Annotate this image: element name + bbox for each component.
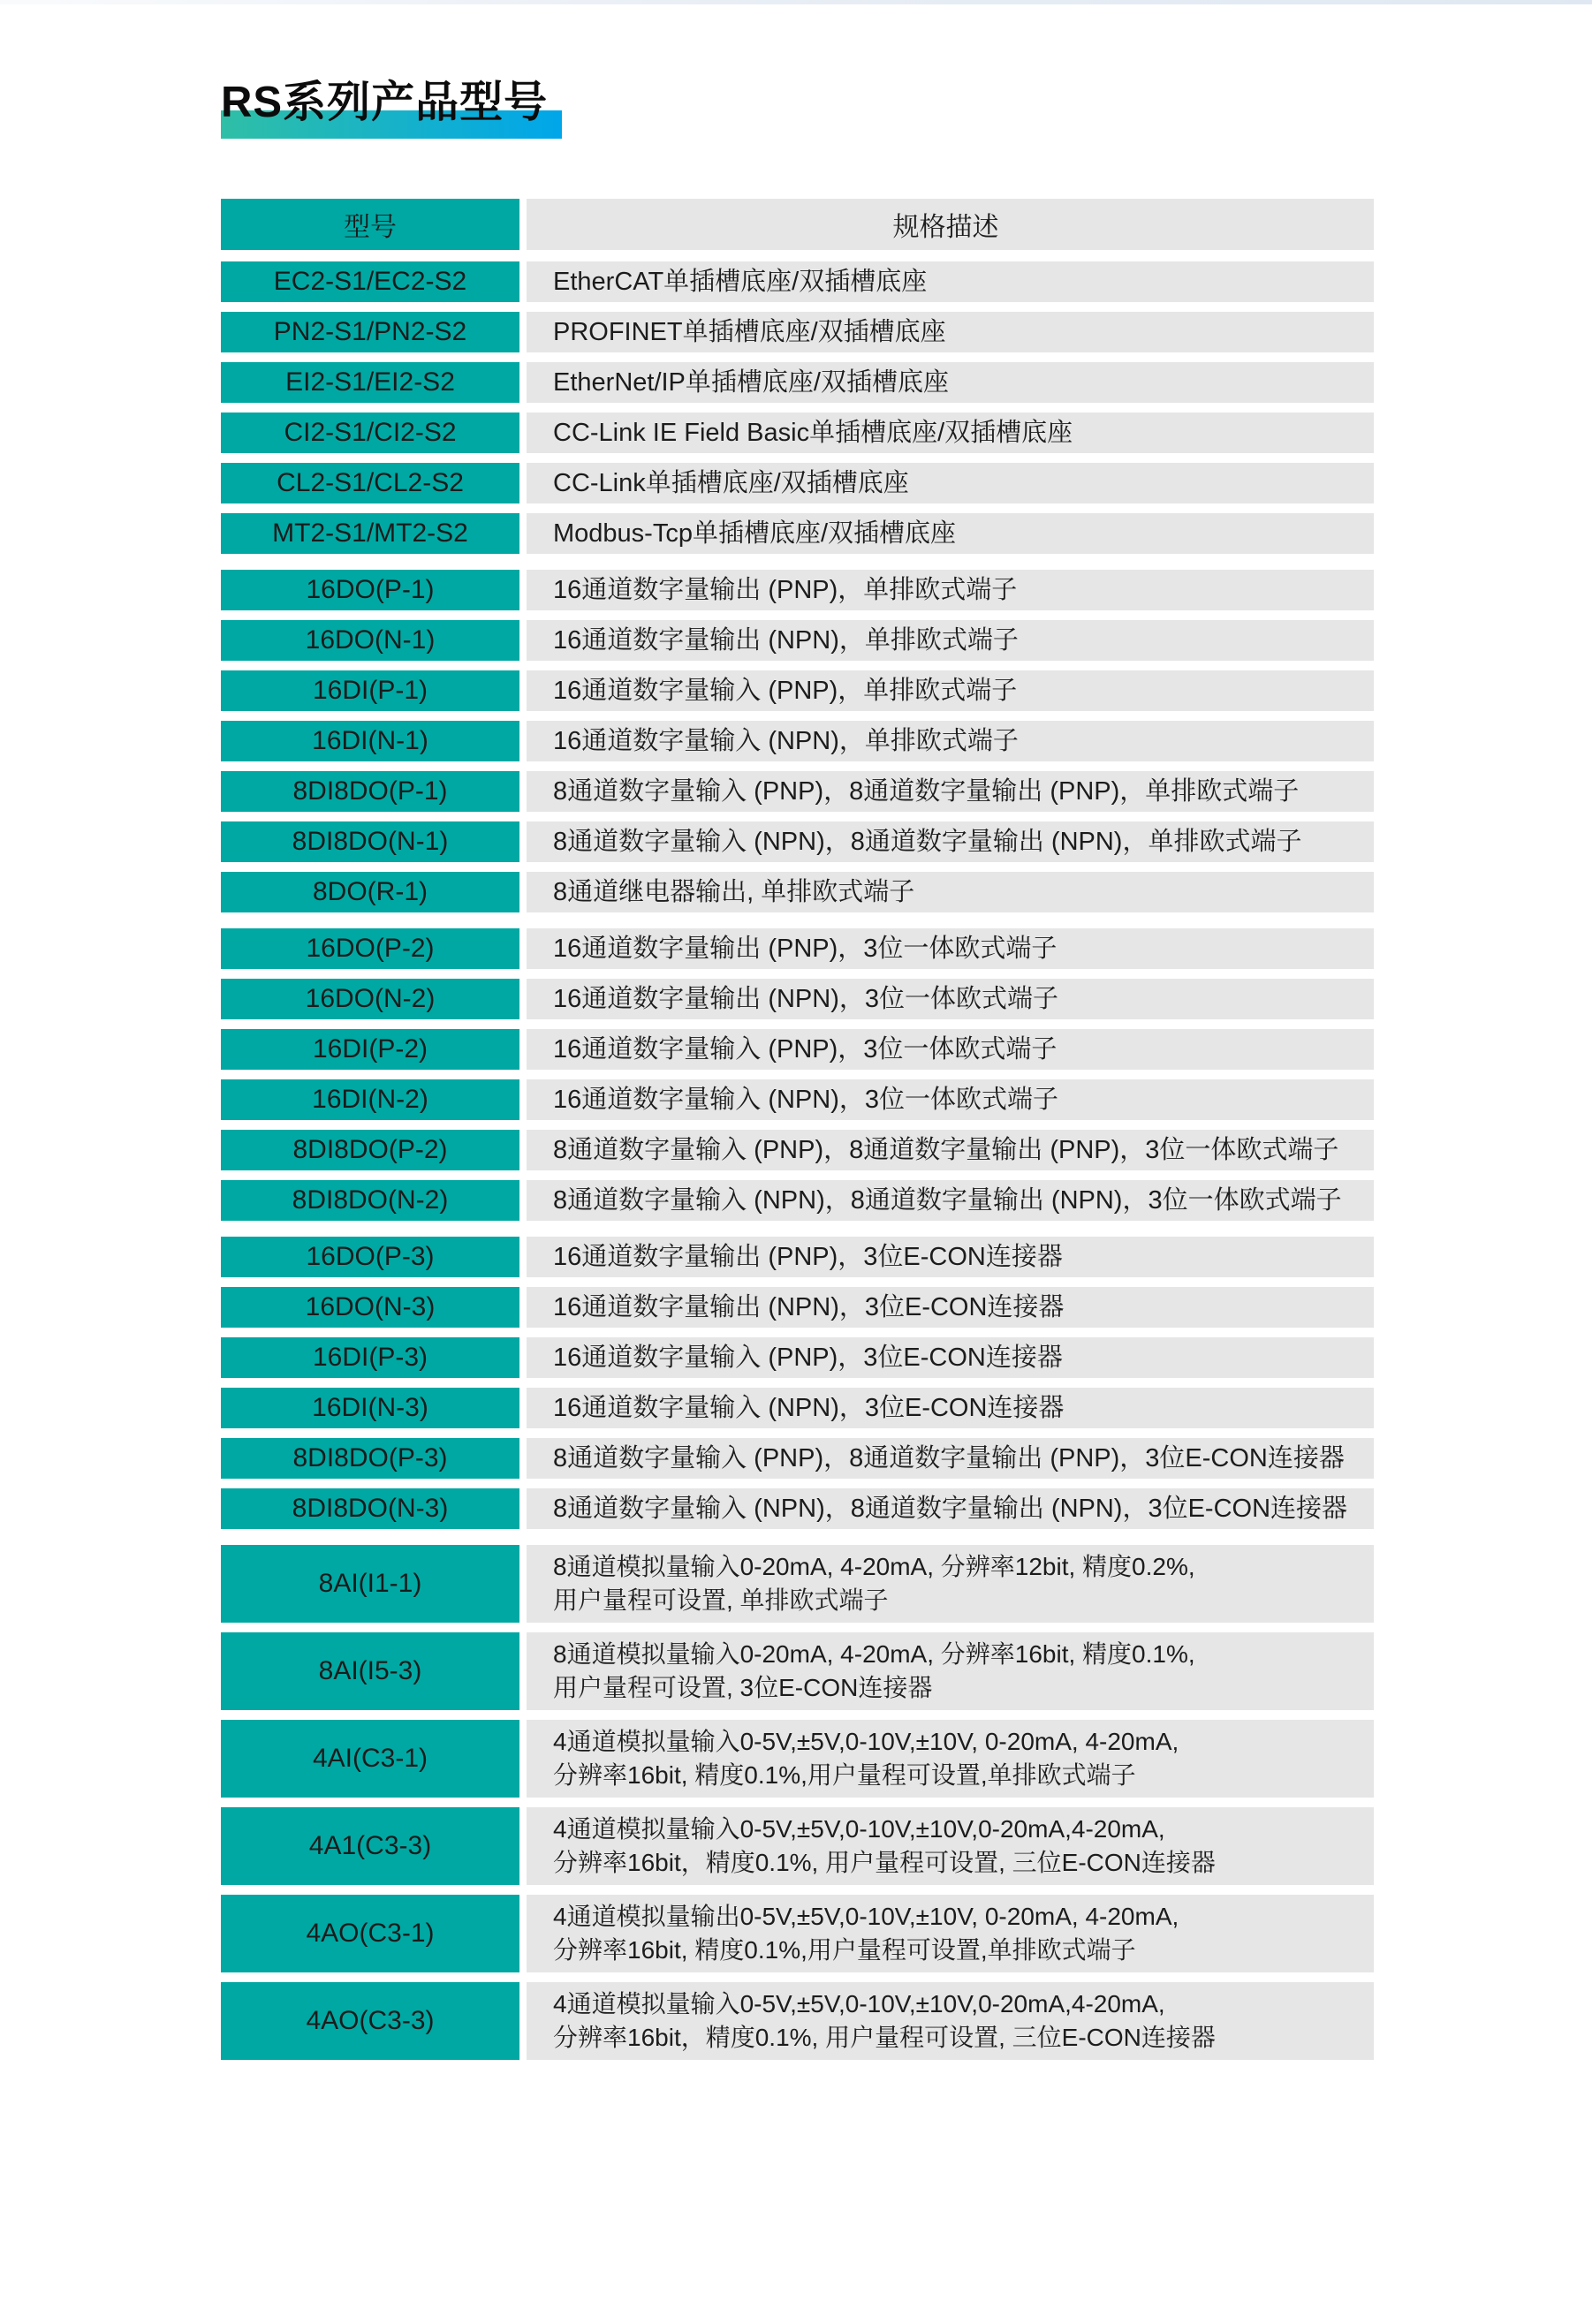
spec-text: 16通道数字量输入 (NPN)，3位E-CON连接器 [553,1394,1065,1422]
model-cell: 16DI(N-1) [221,721,519,761]
model-cell: 4AO(C3-3) [221,1982,519,2060]
header-spec-cell: 规格描述 [527,199,1374,250]
spec-cell [527,1388,1374,1428]
model-cell: CL2-S1/CL2-S2 [221,463,519,503]
model-cell: 16DO(N-2) [221,979,519,1019]
spec-text: CC-Link IE Field Basic单插槽底座/双插槽底座 [553,419,1073,447]
model-cell: 4AO(C3-1) [221,1895,519,1972]
spec-text: 16通道数字量输入 (NPN)，单排欧式端子 [553,727,1019,755]
model-cell: 8AI(I5-3) [221,1632,519,1710]
spec-cell [527,1720,1374,1798]
spec-cell [527,620,1374,661]
spec-text: 4通道模拟量输出0-5V,±5V,0-10V,±10V, 0-20mA, 4-20mA, 分辨率16bit, 精度0.1%,用户量程可设置,单排欧式端子 [553,1903,1179,1964]
table-row [221,1545,1374,1623]
table-row [221,1237,1374,1277]
table-group-3 [221,928,1374,1221]
table-row [221,620,1374,661]
table-row [221,821,1374,862]
spec-cell [527,721,1374,761]
model-cell: 16DO(P-3) [221,1237,519,1277]
spec-cell [527,312,1374,352]
spec-cell [527,1488,1374,1529]
spec-cell [527,1130,1374,1170]
spec-cell [527,1237,1374,1277]
model-cell: 16DO(P-1) [221,570,519,610]
model-cell: 4A1(C3-3) [221,1807,519,1885]
spec-text: 16通道数字量输入 (PNP)，单排欧式端子 [553,677,1018,705]
table-row [221,1807,1374,1885]
table-row [221,1029,1374,1070]
model-cell: 8DO(R-1) [221,872,519,912]
spec-cell [527,1029,1374,1070]
table-row [221,463,1374,503]
table-row [221,1337,1374,1378]
model-cell: 8DI8DO(N-1) [221,821,519,862]
table-row [221,1632,1374,1710]
table-row [221,1130,1374,1170]
spec-cell [527,1287,1374,1328]
top-edge-strip [0,0,1592,4]
model-cell: 16DI(N-2) [221,1079,519,1120]
spec-text: 8通道数字量输入 (NPN)，8通道数字量输出 (NPN)，3位一体欧式端子 [553,1186,1342,1215]
table-group-2 [221,570,1374,912]
table-group-5 [221,1545,1374,2060]
table-row [221,1287,1374,1328]
spec-cell [527,670,1374,711]
spec-text: 16通道数字量输入 (PNP)，3位E-CON连接器 [553,1344,1063,1372]
model-cell: 8AI(I1-1) [221,1545,519,1623]
model-cell: 4AI(C3-1) [221,1720,519,1798]
model-cell: CI2-S1/CI2-S2 [221,413,519,453]
table-row [221,362,1374,403]
spec-text: PROFINET单插槽底座/双插槽底座 [553,318,946,346]
table-row [221,1720,1374,1798]
spec-text: 4通道模拟量输入0-5V,±5V,0-10V,±10V, 0-20mA, 4-20mA, 分辨率16bit, 精度0.1%,用户量程可设置,单排欧式端子 [553,1728,1179,1789]
table-row [221,570,1374,610]
table-row [221,721,1374,761]
model-cell: MT2-S1/MT2-S2 [221,513,519,554]
spec-cell [527,1632,1374,1710]
spec-cell [527,1982,1374,2060]
spec-cell [527,1079,1374,1120]
table-row [221,670,1374,711]
table-row [221,312,1374,352]
model-cell: EC2-S1/EC2-S2 [221,261,519,302]
model-cell: 8DI8DO(N-3) [221,1488,519,1529]
spec-cell [527,362,1374,403]
table-row [221,872,1374,912]
spec-cell [527,1895,1374,1972]
spec-text: 8通道数字量输入 (PNP)，8通道数字量输出 (PNP)，3位一体欧式端子 [553,1136,1339,1164]
model-cell: 16DI(P-3) [221,1337,519,1378]
table-group-1 [221,261,1374,554]
spec-text: EtherCAT单插槽底座/双插槽底座 [553,268,928,296]
table-row [221,928,1374,969]
model-cell: 8DI8DO(P-2) [221,1130,519,1170]
spec-text: 8通道模拟量输入0-20mA, 4-20mA, 分辨率16bit, 精度0.1%, 用户量程可设置, 3位E-CON连接器 [553,1640,1195,1701]
spec-text: 8通道继电器输出, 单排欧式端子 [553,878,915,906]
spec-text: EtherNet/IP单插槽底座/双插槽底座 [553,368,949,397]
table-row [221,979,1374,1019]
page-title: RS系列产品型号 [221,79,549,126]
spec-text: Modbus-Tcp单插槽底座/双插槽底座 [553,519,957,548]
spec-text: 8通道模拟量输入0-20mA, 4-20mA, 分辨率12bit, 精度0.2%, 用户量程可设置, 单排欧式端子 [553,1553,1195,1614]
spec-text: 8通道数字量输入 (PNP)，8通道数字量输出 (PNP)，单排欧式端子 [553,777,1300,806]
model-cell: 8DI8DO(N-2) [221,1180,519,1221]
spec-text: 4通道模拟量输入0-5V,±5V,0-10V,±10V,0-20mA,4-20mA, 分辨率16bit，精度0.1%, 用户量程可设置, 三位E-CON连接器 [553,1815,1216,1876]
spec-text: 16通道数字量输出 (PNP)，单排欧式端子 [553,576,1018,604]
model-cell: 16DI(P-2) [221,1029,519,1070]
spec-cell [527,1807,1374,1885]
model-cell: 16DO(P-2) [221,928,519,969]
model-cell: 8DI8DO(P-1) [221,771,519,812]
spec-text: 16通道数字量输入 (PNP)，3位一体欧式端子 [553,1035,1058,1064]
spec-cell [527,928,1374,969]
model-cell: 16DO(N-3) [221,1287,519,1328]
table-header-row [221,199,1374,250]
model-cell: 16DI(N-3) [221,1388,519,1428]
spec-cell [527,261,1374,302]
spec-cell [527,872,1374,912]
spec-cell [527,513,1374,554]
spec-text: 16通道数字量输出 (PNP)，3位E-CON连接器 [553,1243,1063,1271]
spec-text: 16通道数字量输出 (NPN)，3位E-CON连接器 [553,1293,1065,1321]
spec-text: 16通道数字量输出 (NPN)，单排欧式端子 [553,626,1019,655]
header-model-cell: 型号 [221,199,519,250]
spec-text: CC-Link单插槽底座/双插槽底座 [553,469,909,497]
spec-text: 16通道数字量输出 (PNP)，3位一体欧式端子 [553,935,1058,963]
spec-cell [527,979,1374,1019]
spec-cell [527,1337,1374,1378]
spec-cell [527,1438,1374,1479]
table-row [221,1488,1374,1529]
table-row [221,1388,1374,1428]
model-cell: 16DO(N-1) [221,620,519,661]
table-row [221,513,1374,554]
spec-cell [527,413,1374,453]
table-row [221,1895,1374,1972]
table-row [221,1180,1374,1221]
spec-cell [527,821,1374,862]
model-cell: 8DI8DO(P-3) [221,1438,519,1479]
spec-text: 8通道数字量输入 (NPN)，8通道数字量输出 (NPN)，3位E-CON连接器 [553,1495,1348,1523]
table-row [221,1079,1374,1120]
spec-cell [527,1545,1374,1623]
spec-cell [527,1180,1374,1221]
spec-cell [527,570,1374,610]
spec-text: 16通道数字量输出 (NPN)，3位一体欧式端子 [553,985,1058,1013]
spec-cell [527,771,1374,812]
model-cell: PN2-S1/PN2-S2 [221,312,519,352]
table-row [221,413,1374,453]
model-cell: EI2-S1/EI2-S2 [221,362,519,403]
table-group-4 [221,1237,1374,1529]
table-body [221,261,1374,2060]
table-row [221,771,1374,812]
spec-text: 8通道数字量输入 (NPN)，8通道数字量输出 (NPN)，单排欧式端子 [553,828,1302,856]
spec-cell [527,463,1374,503]
product-model-table [221,199,1374,2070]
model-cell: 16DI(P-1) [221,670,519,711]
table-row [221,261,1374,302]
spec-text: 16通道数字量输入 (NPN)，3位一体欧式端子 [553,1086,1058,1114]
spec-text: 8通道数字量输入 (PNP)，8通道数字量输出 (PNP)，3位E-CON连接器 [553,1444,1345,1472]
table-row [221,1982,1374,2060]
table-row [221,1438,1374,1479]
spec-text: 4通道模拟量输入0-5V,±5V,0-10V,±10V,0-20mA,4-20mA, 分辨率16bit，精度0.1%, 用户量程可设置, 三位E-CON连接器 [553,1990,1216,2051]
